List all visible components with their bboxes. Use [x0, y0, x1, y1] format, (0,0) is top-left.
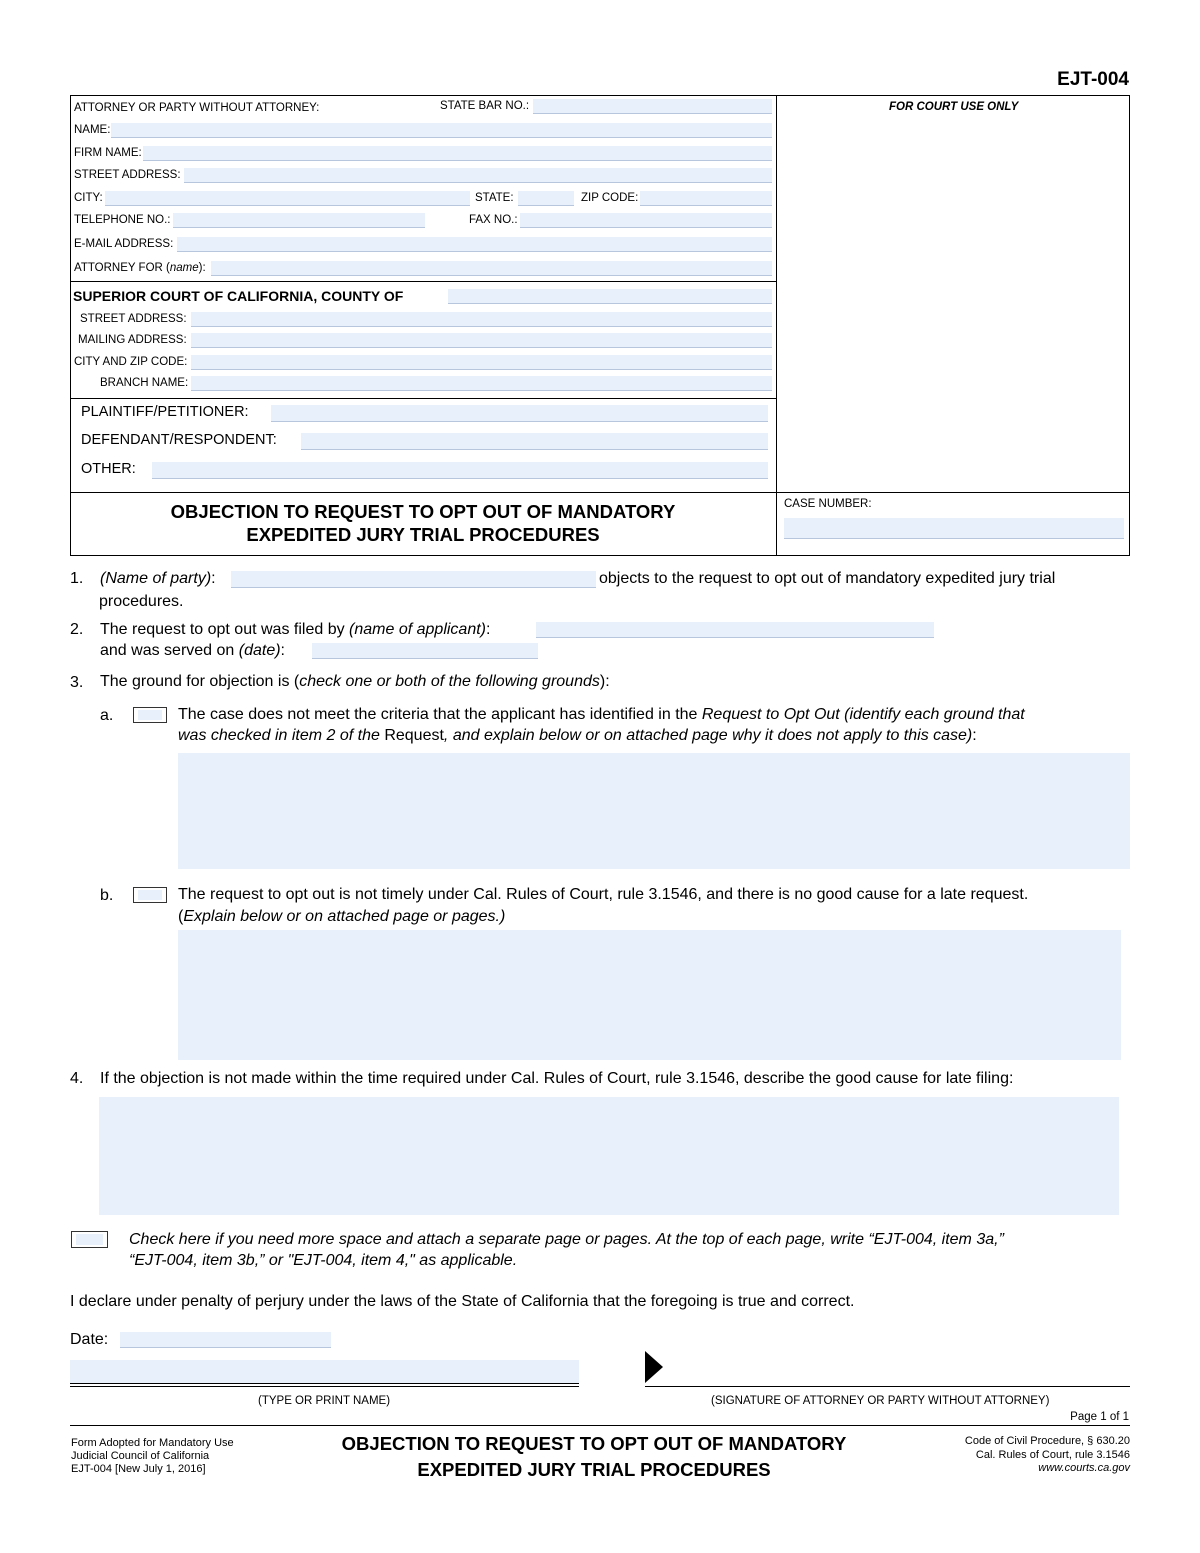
state-bar-label: STATE BAR NO.:: [440, 100, 530, 112]
item1-line2: procedures.: [99, 593, 184, 610]
item1-italic: (Name of party): [100, 570, 212, 587]
court-mailing-label: MAILING ADDRESS:: [78, 334, 187, 346]
name-field[interactable]: [111, 123, 772, 138]
item2-text: The request to opt out was filed by: [100, 621, 350, 638]
attach-text1: Check here if you need more space and attach a separate page or pages. At the top of each page, write “EJT-004, item 3a,”: [129, 1231, 1004, 1248]
footer-right-line3[interactable]: [965, 1462, 1130, 1476]
item1-label: [100, 568, 216, 589]
signature-line[interactable]: [645, 1386, 1130, 1387]
item3b-open: (: [178, 908, 184, 925]
footer-left-line1: Form Adopted for Mandatory Use: [71, 1437, 234, 1449]
other-label: OTHER:: [81, 461, 136, 477]
print-name-field[interactable]: [70, 1360, 579, 1384]
defendant-field[interactable]: [301, 433, 768, 450]
attach-line2: [129, 1250, 517, 1271]
item3a-checkbox[interactable]: [133, 707, 167, 723]
attach-text2: “EJT-004, item 3b,” or "EJT-004, item 4," as applicable.: [129, 1252, 518, 1269]
declaration: I declare under penalty of perjury under the laws of the State of California that the foregoing is true and correct.: [70, 1293, 855, 1310]
state-label: STATE:: [475, 192, 514, 204]
attorney-for-label: [74, 262, 206, 274]
footer-title-line2: EXPEDITED JURY TRIAL PROCEDURES: [417, 1459, 771, 1480]
print-name-line: [70, 1386, 579, 1387]
item3b-line2: [178, 906, 505, 927]
item3-text: The ground for objection is (: [100, 673, 300, 690]
court-branch-label: BRANCH NAME:: [100, 377, 189, 389]
email-field[interactable]: [177, 237, 772, 252]
fax-field[interactable]: [520, 213, 772, 228]
item2-line2: [100, 640, 285, 661]
defendant-label: DEFENDANT/RESPONDENT:: [81, 432, 277, 448]
street-label: STREET ADDRESS:: [74, 169, 181, 181]
case-number-field[interactable]: [784, 518, 1124, 539]
date-label: Date:: [70, 1331, 109, 1348]
attorney-label: ATTORNEY OR PARTY WITHOUT ATTORNEY:: [74, 102, 320, 114]
attorney-for-name-italic: name: [169, 262, 199, 274]
item4-text: If the objection is not made within the time required under Cal. Rules of Court, rule 3.1546, describe the good cause for late filing:: [100, 1070, 1014, 1087]
plaintiff-label: PLAINTIFF/PETITIONER:: [81, 404, 249, 420]
form-title-line2: EXPEDITED JURY TRIAL PROCEDURES: [246, 524, 600, 545]
city-field[interactable]: [105, 191, 470, 206]
item3b-explanation-area[interactable]: [178, 930, 1121, 1060]
county-field[interactable]: [448, 289, 772, 304]
item2-colon: :: [486, 621, 491, 638]
zip-label: ZIP CODE:: [581, 192, 639, 204]
court-cityzip-label: CITY AND ZIP CODE:: [74, 356, 188, 368]
item3b-italic: Explain below or on attached page or pages.): [183, 908, 506, 925]
divider-title: [70, 492, 1130, 493]
attach-checkbox[interactable]: [71, 1231, 108, 1248]
state-field[interactable]: [518, 191, 574, 206]
item2-italic: (name of applicant): [349, 621, 486, 638]
item1-tail: objects to the request to opt out of mandatory expedited jury trial: [599, 570, 1056, 587]
item3a-line1: [178, 704, 1025, 725]
fax-label: FAX NO.:: [469, 214, 518, 226]
firm-label: FIRM NAME:: [74, 147, 142, 159]
item2-served-text: and was served on: [100, 642, 239, 659]
attach-line1: [129, 1229, 1004, 1250]
party-name-field[interactable]: [231, 571, 596, 588]
form-id: EJT-004: [1057, 69, 1129, 90]
item3b-checkbox[interactable]: [133, 887, 167, 903]
item1-colon: :: [211, 570, 216, 587]
item3a-explanation-area[interactable]: [178, 753, 1130, 869]
courts-website-link[interactable]: www.courts.ca.gov: [1038, 1462, 1130, 1474]
footer-title: [300, 1431, 888, 1483]
item3a-text2: Request: [384, 727, 444, 744]
court-street-field[interactable]: [191, 312, 772, 327]
footer-right-line1: Code of Civil Procedure, § 630.20: [964, 1435, 1130, 1447]
footer-left-line2: Judicial Council of California: [71, 1450, 210, 1462]
page-number: Page 1 of 1: [1070, 1411, 1129, 1423]
city-label: CITY:: [74, 192, 103, 204]
item2-number: 2.: [70, 621, 84, 638]
signature-caption: (SIGNATURE OF ATTORNEY OR PARTY WITHOUT ATTORNEY): [711, 1395, 1050, 1407]
item3a-text1: The case does not meet the criteria that the applicant has identified in the: [178, 706, 702, 723]
footer-right: [965, 1435, 1130, 1476]
item3b-label: b.: [100, 887, 114, 904]
footer-title-line1: OBJECTION TO REQUEST TO OPT OUT OF MANDATORY: [341, 1433, 847, 1454]
firm-field[interactable]: [143, 146, 772, 161]
footer-left: [71, 1437, 234, 1476]
served-date-field[interactable]: [312, 643, 538, 659]
form-title: [70, 500, 776, 546]
divider-attorney: [70, 281, 777, 282]
divider-court: [70, 398, 777, 399]
court-branch-field[interactable]: [191, 376, 772, 391]
item2-line1: [100, 619, 490, 640]
print-name-caption: (TYPE OR PRINT NAME): [258, 1395, 391, 1407]
item3a-end: :: [972, 727, 977, 744]
item3a-italic1: Request to Opt Out (identify each ground that: [701, 706, 1025, 723]
footer-right-line2: Cal. Rules of Court, rule 3.1546: [975, 1448, 1130, 1461]
item3-italic: check one or both of the following grounds: [299, 673, 600, 690]
item3a-label: a.: [100, 707, 114, 724]
email-label: E-MAIL ADDRESS:: [74, 238, 174, 250]
attorney-for-end: ):: [198, 262, 206, 274]
item3-end: ):: [599, 673, 610, 690]
court-mailing-field[interactable]: [191, 333, 772, 348]
arrow-right-icon: [645, 1351, 663, 1383]
attorney-for-text: ATTORNEY FOR (: [74, 262, 170, 274]
state-bar-field[interactable]: [533, 99, 772, 114]
plaintiff-field[interactable]: [271, 405, 768, 422]
court-label: SUPERIOR COURT OF CALIFORNIA, COUNTY OF: [73, 288, 404, 304]
tel-label: TELEPHONE NO.:: [74, 214, 171, 226]
applicant-name-field[interactable]: [536, 622, 934, 638]
form-title-line1: OBJECTION TO REQUEST TO OPT OUT OF MANDATORY: [170, 501, 676, 522]
item3-line: [100, 671, 610, 692]
item4-explanation-area[interactable]: [99, 1097, 1119, 1215]
footer-rule: [70, 1425, 1130, 1426]
name-label: NAME:: [74, 124, 111, 136]
caption-divider: [776, 95, 777, 556]
court-cityzip-field[interactable]: [191, 355, 772, 370]
court-use-label: FOR COURT USE ONLY: [889, 101, 1019, 113]
street-field[interactable]: [184, 168, 772, 183]
item3-number: 3.: [70, 674, 84, 691]
case-number-label: CASE NUMBER:: [784, 498, 872, 510]
item3a-italic3: , and explain below or on attached page why it does not apply to this case): [443, 727, 973, 744]
item4-number: 4.: [70, 1070, 84, 1087]
item3b-line1: The request to opt out is not timely under Cal. Rules of Court, rule 3.1546, and there is no good cause for a late request.: [178, 886, 1029, 903]
other-field[interactable]: [152, 462, 768, 479]
item2-colon2: :: [280, 642, 285, 659]
item2-date-italic: (date): [238, 642, 281, 659]
date-field[interactable]: [120, 1332, 331, 1348]
item1-number: 1.: [70, 570, 84, 587]
footer-left-line3: EJT-004 [New July 1, 2016]: [71, 1463, 206, 1475]
item3a-line2: [178, 725, 977, 746]
court-street-label: STREET ADDRESS:: [80, 313, 187, 325]
item3a-italic2: was checked in item 2 of the: [178, 727, 385, 744]
attorney-for-field[interactable]: [211, 261, 772, 276]
tel-field[interactable]: [173, 213, 425, 228]
zip-field[interactable]: [640, 191, 772, 206]
